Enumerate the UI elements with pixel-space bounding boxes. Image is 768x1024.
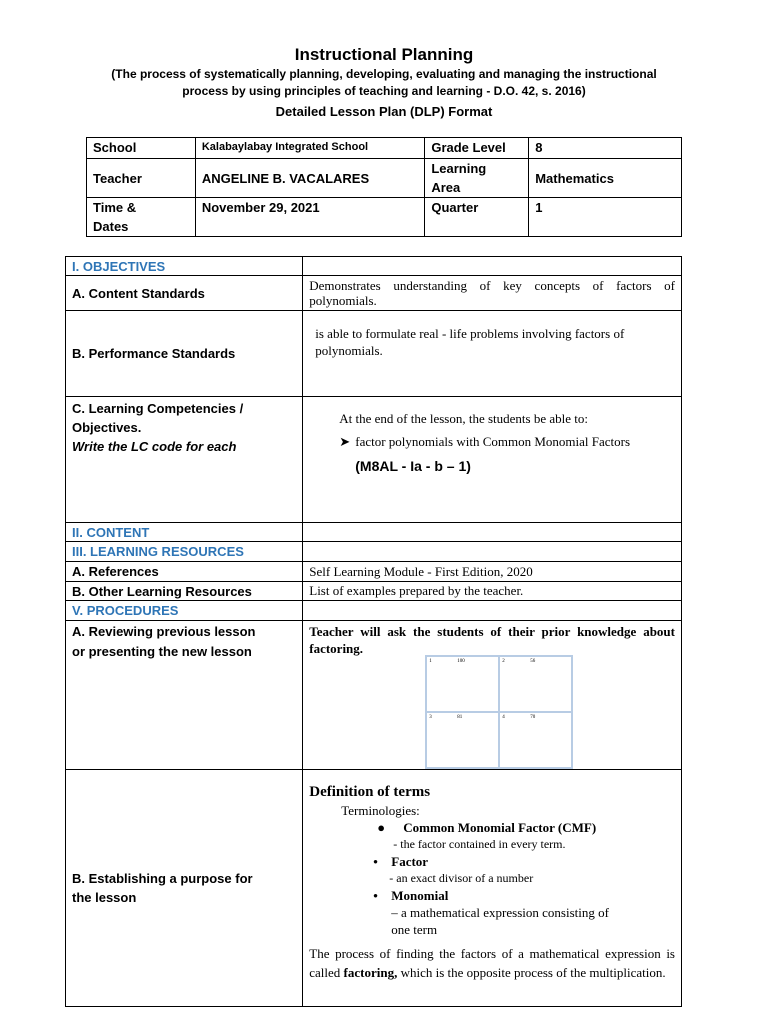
other-resources-value: List of examples prepared by the teacher. <box>303 582 682 601</box>
reviewing-lesson-label <box>66 621 303 770</box>
competency-label-line-2: Objectives. <box>72 420 142 435</box>
learning-area-label-line-1: Learning <box>431 161 487 176</box>
references-value: Self Learning Module - First Edition, 2020 <box>303 562 682 582</box>
arrow-bullet-icon: ➤ <box>339 434 351 449</box>
content-standards-value: Demonstrates understanding of key concepts of factors of polynomials. <box>303 276 682 311</box>
teacher-label: Teacher <box>87 159 196 198</box>
document-header <box>0 44 768 122</box>
content-standards-label: A. Content Standards <box>66 276 303 311</box>
subtitle-line-1: (The process of systematically planning, developing, evaluating and managing the instructional <box>111 67 657 81</box>
learning-area-label <box>425 159 529 198</box>
time-label-line-1: Time & <box>93 200 137 215</box>
references-label: A. References <box>66 562 303 582</box>
school-label: School <box>87 138 196 159</box>
term-cmf-text: Common Monomial Factor (CMF) <box>403 820 597 835</box>
content-heading: II. CONTENT <box>66 523 303 542</box>
learning-area-value: Mathematics <box>529 159 682 198</box>
competency-label-line-1: C. Learning Competencies / <box>72 401 244 416</box>
competency-bullet-text: factor polynomials with Common Monomial Factors <box>355 434 631 449</box>
lesson-plan-table <box>65 256 682 1007</box>
learning-competencies-value <box>303 397 682 523</box>
factoring-paragraph <box>309 944 675 982</box>
term-monomial <box>373 887 675 904</box>
factoring-word: factoring, <box>343 965 398 980</box>
bullet-icon: • <box>373 888 378 903</box>
bullet-icon: ● <box>377 820 386 835</box>
other-resources-label: B. Other Learning Resources <box>66 582 303 601</box>
subtitle-line-2: process by using principles of teaching and learning - D.O. 42, s. 2016) <box>182 84 586 98</box>
review-text: Teacher will ask the students of their prior knowledge about factoring. <box>309 624 675 656</box>
factoring-text-2: which is the opposite process of the multiplication. <box>397 965 666 980</box>
performance-standards-label: B. Performance Standards <box>66 311 303 397</box>
grid-cell-number: 2 <box>502 659 505 664</box>
grid-cell-value: 100 <box>457 659 465 664</box>
time-dates-value: November 29, 2021 <box>195 198 425 237</box>
competency-label-line-3: Write the LC code for each <box>72 439 237 454</box>
grid-cell-value: 56 <box>530 659 536 664</box>
learning-resources-heading: III. LEARNING RESOURCES <box>66 542 303 562</box>
school-value: Kalabaylabay Integrated School <box>195 138 425 159</box>
grid-cell <box>426 656 499 712</box>
grid-cell-value: 81 <box>457 715 463 720</box>
grid-cell <box>499 712 572 768</box>
term-monomial-text: Monomial <box>391 888 449 903</box>
number-grid-image <box>425 655 573 769</box>
definition-title: Definition of terms <box>309 784 431 800</box>
terminologies-label: Terminologies: <box>341 803 420 818</box>
info-table <box>86 137 682 237</box>
establishing-purpose-label <box>66 770 303 1007</box>
learning-competencies-label <box>66 397 303 523</box>
review-label-line-1: A. Reviewing previous lesson <box>72 624 256 639</box>
establishing-purpose-value <box>303 770 682 1007</box>
time-dates-label <box>87 198 196 237</box>
purpose-label-line-2: the lesson <box>72 890 137 905</box>
term-monomial-definition-1: – a mathematical expression consisting of <box>391 905 609 920</box>
grid-cell-number: 1 <box>429 659 432 664</box>
learning-area-label-line-2: Area <box>431 180 461 195</box>
term-factor-definition: - an exact divisor of a number <box>389 871 534 885</box>
grid-cell <box>499 656 572 712</box>
teacher-value: ANGELINE B. VACALARES <box>195 159 425 198</box>
page-title: Instructional Planning <box>294 45 474 64</box>
bullet-icon: • <box>373 854 378 869</box>
format-title: Detailed Lesson Plan (DLP) Format <box>275 104 493 119</box>
grid-cell <box>426 712 499 768</box>
grade-level-label: Grade Level <box>425 138 529 159</box>
procedures-heading: V. PROCEDURES <box>66 601 303 621</box>
review-label-line-2: or presenting the new lesson <box>72 644 252 659</box>
time-label-line-2: Dates <box>93 219 129 234</box>
grade-level-value: 8 <box>529 138 682 159</box>
objectives-heading: I. OBJECTIVES <box>66 257 303 276</box>
competency-code: (M8AL - Ia - b – 1) <box>355 458 471 474</box>
quarter-value: 1 <box>529 198 682 237</box>
grid-cell-number: 4 <box>502 715 505 720</box>
performance-standards-value: is able to formulate real - life problems involving factors of polynomials. <box>303 311 682 397</box>
term-cmf-definition: - the factor contained in every term. <box>393 837 566 851</box>
term-monomial-definition-2: one term <box>391 922 438 937</box>
factoring-text-1: The process of finding the factors of a mathematical expression is called <box>309 946 675 980</box>
term-cmf <box>377 819 675 836</box>
grid-cell-value: 70 <box>530 715 536 720</box>
grid-cell-number: 3 <box>429 715 432 720</box>
competency-intro: At the end of the lesson, the students be able to: <box>339 411 589 426</box>
purpose-label-line-1: B. Establishing a purpose for <box>72 871 253 886</box>
term-factor-text: Factor <box>391 854 429 869</box>
competency-bullet <box>339 432 675 452</box>
term-factor <box>373 853 675 870</box>
quarter-label: Quarter <box>425 198 529 237</box>
reviewing-lesson-value <box>303 621 682 770</box>
